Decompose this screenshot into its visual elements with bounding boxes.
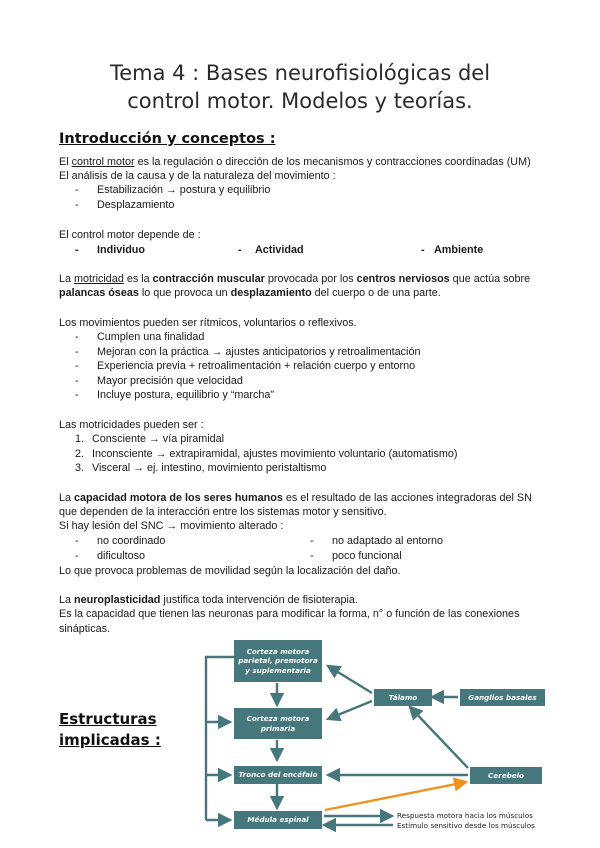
list-item: - Mayor precisión que velocidad [75,375,243,387]
list-item: - poco funcional [310,550,402,562]
depends-item-actividad: - Actividad [238,244,304,256]
list-item: - Experiencia previa + retroalimentación + relación cuerpo y entorno [75,360,416,372]
depends-item-ambiente: - Ambiente [421,244,484,256]
box-cerebelo: Cerebelo [470,767,542,784]
depends-item-individuo: - Individuo [75,244,145,256]
label-respuesta-motora: Respuesta motora hacia los músculos [397,811,533,820]
section-heading-intro: Introducción y conceptos : [59,131,276,147]
control-motor-term: control motor [71,156,135,168]
arrow-talamo-to-primaria [328,701,372,719]
neuroplasticidad-line2: Es la capacidad que tienen las neuronas para modificar la forma, n° o función de las conexiones [59,608,520,620]
motricidad-definition-line2: palancas óseas lo que provoca un desplazamiento del cuerpo o de una parte. [59,287,441,299]
page-title-line2: control motor. Modelos y teorías. [127,89,473,113]
numbered-item: 3. Visceral → ej. intestino, movimiento peristaltismo [75,462,327,474]
section-heading-structures: Estructuras implicadas : [59,710,161,749]
list-item: - Estabilización → postura y equilibrio [75,184,271,196]
numbered-item: 1. Consciente → vía piramidal [75,433,225,445]
list-item: - Desplazamiento [75,199,175,211]
depends-intro: El control motor depende de : [59,229,201,241]
list-item: - Incluye postura, equilibrio y “marcha” [75,389,275,401]
arrow-cerebelo-to-talamo [410,707,468,768]
control-motor-definition: El control motor es la regulación o dirección de los mecanismos y contracciones coordinadas (UM) [59,156,531,168]
box-tronco-encefalo: Tronco del encéfalo [234,766,322,784]
box-talamo: Tálamo [374,689,432,706]
movements-intro: Los movimientos pueden ser rítmicos, voluntarios o reflexivos. [59,317,357,329]
neuroplasticidad-line3: sinápticas. [59,623,111,635]
box-ganglios-basales: Ganglios basales [460,689,545,706]
capacidad-line2: que dependen de la interacción entre los sistemas motor y sensitivo. [59,506,387,518]
list-item: - Mejoran con la práctica → ajustes anticipatorios y retroalimentación [75,346,421,358]
list-item: - no coordinado [75,535,166,547]
motricidad-definition-line1: La motricidad es la contracción muscular provocada por los centros nerviosos que actúa sobre [59,273,531,285]
motricidades-intro: Las motricidades pueden ser : [59,419,204,431]
box-medula-espinal: Médula espinal [234,811,322,829]
box-corteza-motora-primaria: Corteza motora primaria [234,708,322,739]
lesion-conclusion: Lo que provoca problemas de movilidad según la localización del daño. [59,565,401,577]
arrow-talamo-to-asociativa [328,666,372,693]
page-title-line1: Tema 4 : Bases neurofisiológicas del [109,61,491,85]
capacidad-line1: La capacidad motora de los seres humanos es el resultado de las acciones integradoras del SN [59,492,532,504]
list-item: - dificultoso [75,550,146,562]
list-item: - Cumplen una finalidad [75,331,205,343]
label-estimulo-sensitivo: Estímulo sensitivo desde los músculos [397,821,535,830]
box-corteza-motora-asociativa: Corteza motora parietal, premotora y suplementaria [234,640,322,682]
analysis-intro: El análisis de la causa y de la naturaleza del movimiento : [59,170,336,182]
capacidad-line3: Si hay lesión del SNC → movimiento alterado : [59,520,284,532]
numbered-item: 2. Inconsciente → extrapiramidal, ajustes movimiento voluntario (automatismo) [75,448,458,460]
arrow-medula-to-cerebelo [325,782,466,810]
list-item: - no adaptado al entorno [310,535,444,547]
neuroplasticidad-line1: La neuroplasticidad justifica toda intervención de fisioterapia. [59,594,358,606]
